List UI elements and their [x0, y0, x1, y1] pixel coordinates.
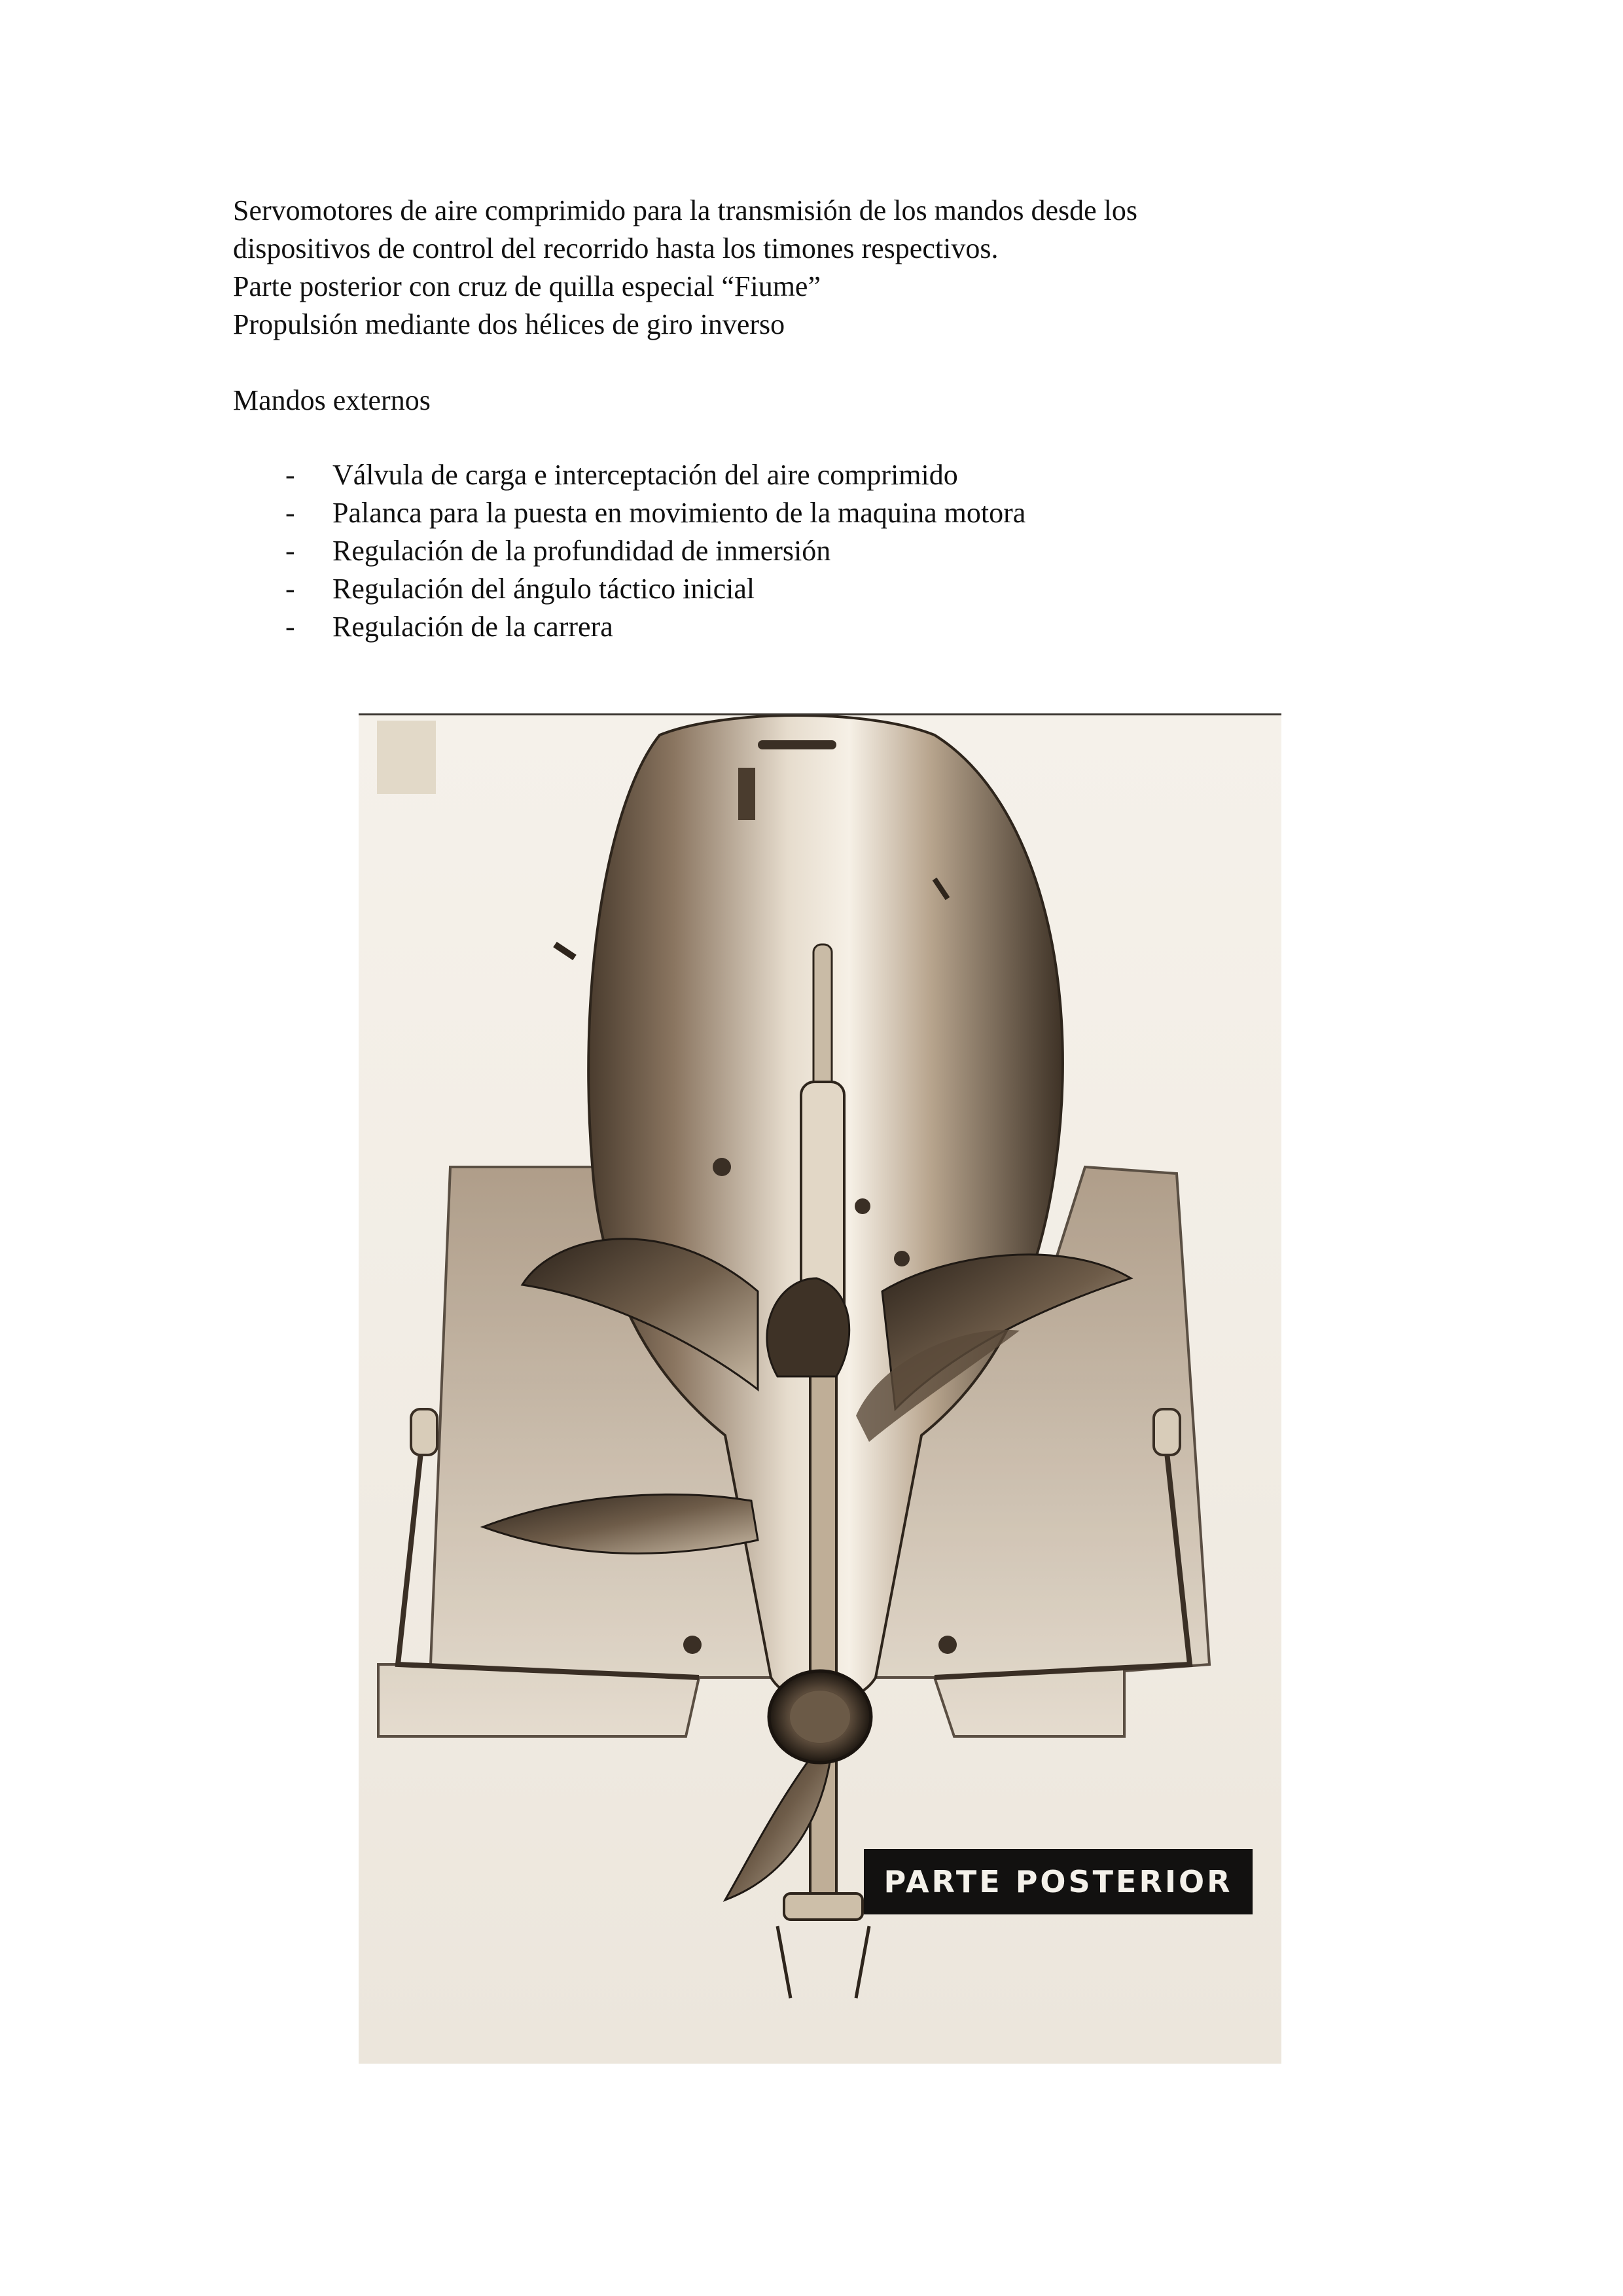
photo-caption: PARTE POSTERIOR [883, 1864, 1233, 1899]
list-item-text: Regulación de la profundidad de inmersión [332, 535, 831, 567]
text-block [233, 192, 1411, 646]
list-item-text: Válvula de carga e interceptación del aire comprimido [332, 459, 958, 491]
controls-list [233, 456, 1411, 646]
caption-plate [864, 1849, 1253, 1914]
paragraph-line-2: dispositivos de control del recorrido hasta los timones respectivos. [233, 232, 999, 264]
list-item [233, 494, 1411, 532]
torpedo-photograph [359, 713, 1281, 2064]
list-item [233, 608, 1411, 646]
list-bullet: - [285, 611, 295, 643]
list-bullet: - [285, 459, 295, 491]
list-bullet: - [285, 497, 295, 529]
list-item [233, 570, 1411, 608]
list-item [233, 456, 1411, 494]
section-title: Mandos externos [233, 384, 431, 416]
list-bullet: - [285, 573, 295, 605]
paragraph-line-3: Parte posterior con cruz de quilla especial “Fiume” [233, 270, 821, 302]
list-bullet: - [285, 535, 295, 567]
list-item-text: Regulación de la carrera [332, 611, 613, 643]
list-item [233, 532, 1411, 570]
paragraph-spacer [233, 344, 1411, 382]
list-item-text: Palanca para la puesta en movimiento de la maquina motora [332, 497, 1026, 529]
paragraph-line-1: Servomotores de aire comprimido para la transmisión de los mandos desde los [233, 194, 1138, 226]
list-item-text: Regulación del ángulo táctico inicial [332, 573, 755, 605]
paragraph-line-4: Propulsión mediante dos hélices de giro inverso [233, 308, 785, 340]
